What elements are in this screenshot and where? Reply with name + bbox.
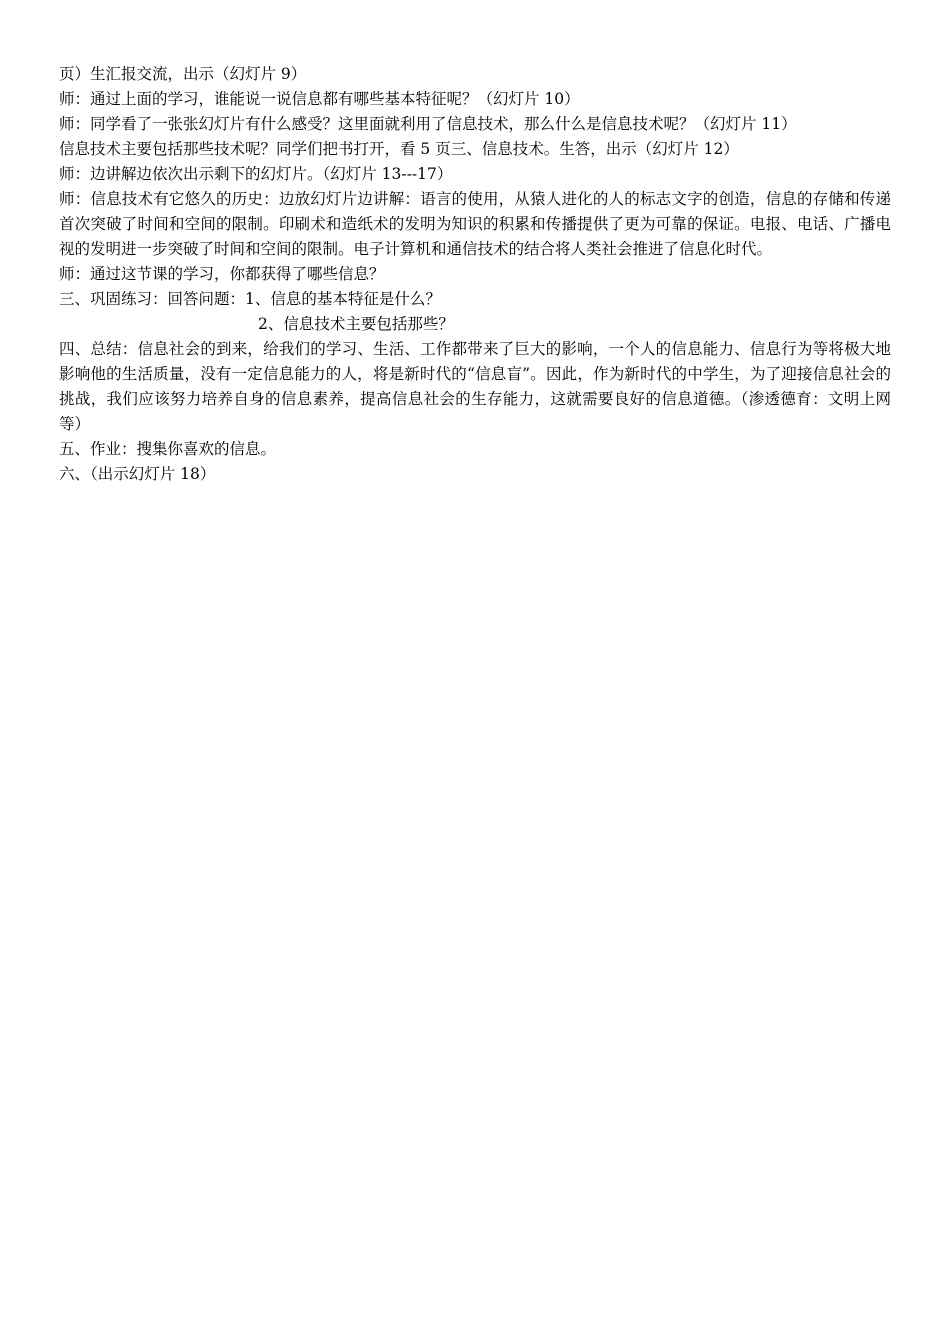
paragraph-it-history: 师：信息技术有它悠久的历史：边放幻灯片边讲解：语言的使用，从猿人进化的人的标志文字的创造，信息的存储和传递首次突破了时间和空间的限制。印刷术和造纸术的发明为知识的积累和传播提供了更为可靠的保证。电报、电话、广播电视的发明进一步突破了时间和空间的限制。电子计算机和通信技术的结合将人类社会推进了信息化时代。 — [59, 190, 891, 258]
paragraph-summary: 四、总结：信息社会的到来，给我们的学习、生活、工作都带来了巨大的影响，一个人的信息能力、信息行为等将极大地影响他的生活质量，没有一定信息能力的人，将是新时代的“信息盲”。因此，作为新时代的中学生，为了迎接信息社会的挑战，我们应该努力培养自身的信息素养，提高信息社会的生存能力，这就需要良好的信息道德。（渗透德育：文明上网等） — [59, 340, 891, 433]
paragraph-it-contents: 信息技术主要包括那些技术呢？同学们把书打开，看 5 页三、信息技术。生答，出示（幻灯片 12） — [59, 140, 739, 158]
paragraph-teacher-question-features: 师：通过上面的学习，谁能说一说信息都有哪些基本特征呢？（幻灯片 10） — [59, 90, 580, 108]
paragraph-homework: 五、作业：搜集你喜欢的信息。 — [59, 440, 277, 458]
paragraph-practice-q1: 三、巩固练习：回答问题：1、信息的基本特征是什么？ — [59, 290, 441, 308]
paragraph-student-report: 页）生汇报交流，出示（幻灯片 9） — [59, 65, 307, 83]
document-page — [59, 62, 891, 487]
paragraph-practice-q2: 2、信息技术主要包括那些？ — [258, 315, 454, 333]
paragraph-teacher-question-it: 师：同学看了一张张幻灯片有什么感受？这里面就利用了信息技术，那么什么是信息技术呢？（幻灯片 11） — [59, 115, 797, 133]
paragraph-final-slide: 六、（出示幻灯片 18） — [59, 465, 216, 483]
paragraph-remaining-slides: 师：边讲解边依次出示剩下的幻灯片。（幻灯片 13---17） — [59, 165, 453, 183]
paragraph-lesson-gain: 师：通过这节课的学习，你都获得了哪些信息？ — [59, 265, 385, 283]
